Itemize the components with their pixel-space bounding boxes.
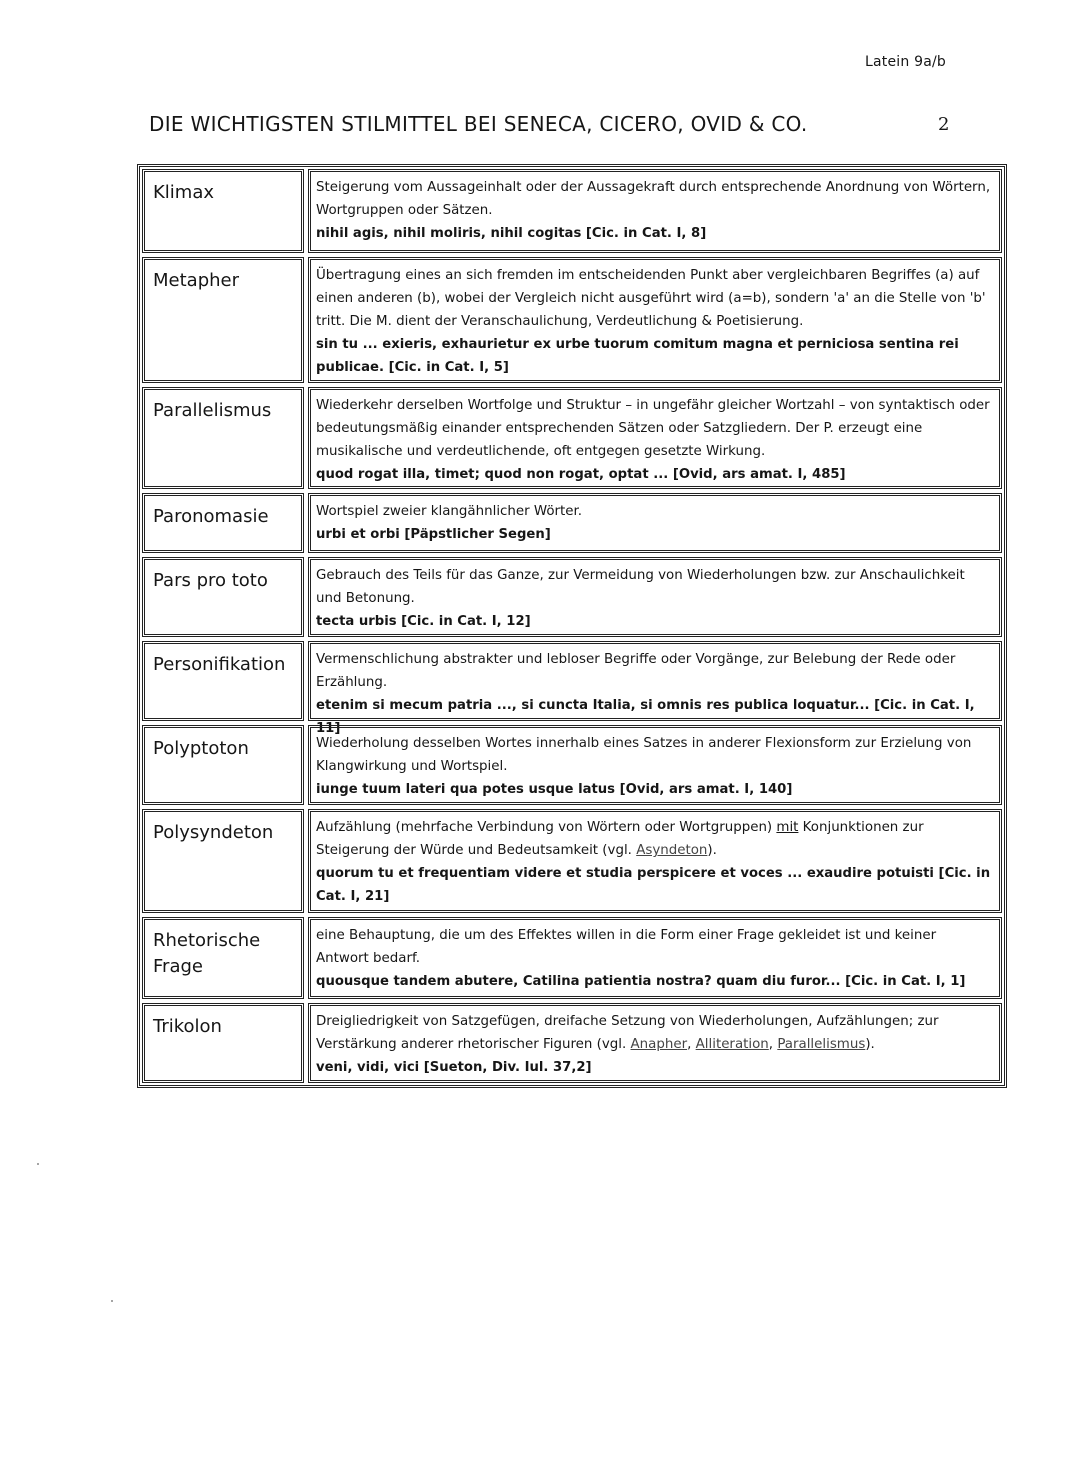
- definition-cell: [308, 809, 1002, 913]
- definition-cell: [308, 557, 1002, 637]
- definition-text: Aufzählung (mehrfache Verbindung von Wörtern oder Wortgruppen) mit Konjunktionen zur Steigerung der Würde und Bedeutsamkeit (vgl. Asyndeton).: [316, 820, 924, 858]
- definition-cell: [308, 387, 1002, 489]
- table-row: [142, 809, 1002, 913]
- table-row: [142, 725, 1002, 805]
- definition-text: eine Behauptung, die um des Effektes willen in die Form einer Frage gekleidet ist und keiner Antwort bedarf.: [316, 928, 937, 966]
- table-row: [142, 641, 1002, 736]
- course-label: Latein 9a/b: [865, 54, 946, 70]
- example-text: urbi et orbi [Päpstlicher Segen]: [316, 527, 551, 542]
- example-text: iunge tuum lateri qua potes usque latus [Ovid, ars amat. I, 140]: [316, 782, 793, 797]
- definition-cell: [308, 493, 1002, 553]
- parallelismus-link[interactable]: Parallelismus: [777, 1037, 866, 1052]
- alliteration-link[interactable]: Alliteration: [695, 1037, 769, 1052]
- term-cell: Trikolon: [142, 1003, 304, 1083]
- term-cell: Polysyndeton: [142, 809, 304, 913]
- term-cell: Klimax: [142, 169, 304, 253]
- definition-cell: [308, 169, 1002, 253]
- term-cell: Metapher: [142, 257, 304, 383]
- definition-cell: [308, 725, 1002, 805]
- term-cell: Personifikation: [142, 641, 304, 721]
- example-text: quousque tandem abutere, Catilina patientia nostra? quam diu furor... [Cic. in Cat. I, 1]: [316, 974, 966, 989]
- example-text: veni, vidi, vici [Sueton, Div. Iul. 37,2]: [316, 1060, 592, 1075]
- table-row: [142, 917, 1002, 999]
- page-title: DIE WICHTIGSTEN STILMITTEL BEI SENECA, CICERO, OVID & CO.: [149, 112, 808, 136]
- table-row: [142, 1003, 1002, 1083]
- example-text: quorum tu et frequentiam videre et studia perspicere et voces ... exaudire potuisti [Cic. in Cat. I, 21]: [316, 866, 991, 904]
- definition-text: Gebrauch des Teils für das Ganze, zur Vermeidung von Wiederholungen bzw. zur Anschaulichkeit und Betonung.: [316, 568, 965, 606]
- term-cell: Paronomasie: [142, 493, 304, 553]
- example-text: quod rogat illa, timet; quod non rogat, optat ... [Ovid, ars amat. I, 485]: [316, 467, 846, 482]
- definition-text: Steigerung vom Aussageinhalt oder der Aussagekraft durch entsprechende Anordnung von Wörtern, Wortgruppen oder Sätzen.: [316, 180, 991, 218]
- table-row: [142, 493, 1002, 553]
- example-text: sin tu ... exieris, exhaurietur ex urbe tuorum comitum magna et perniciosa sentina rei publicae. [Cic. in Cat. I, 5]: [316, 337, 959, 375]
- definition-text: Übertragung eines an sich fremden im entscheidenden Punkt aber vergleichbaren Begriffes (a) auf einen anderen (b), wobei der Vergleich nicht ausgeführt wird (a=b), sondern 'a' an die Stelle von 'b' tritt. Die M. dient der Veranschaulichung, Verdeutlichung & Poetisierung.: [316, 268, 986, 329]
- table-row: [142, 387, 1002, 489]
- term-cell: Parallelismus: [142, 387, 304, 489]
- definition-text: Dreigliedrigkeit von Satzgefügen, dreifache Setzung von Wiederholungen, Aufzählungen; zur Verstärkung anderer rhetorischer Figuren (vgl. Anapher, Alliteration, Parallelismus).: [316, 1014, 939, 1052]
- page-number: 2: [938, 114, 950, 135]
- definition-cell: [308, 1003, 1002, 1083]
- term-cell: Pars pro toto: [142, 557, 304, 637]
- definition-text: Vermenschlichung abstrakter und lebloser Begriffe oder Vorgänge, zur Belebung der Rede oder Erzählung.: [316, 652, 956, 690]
- anapher-link[interactable]: Anapher: [630, 1037, 688, 1052]
- scan-speck: [37, 1163, 39, 1165]
- term-cell: Rhetorische Frage: [142, 917, 304, 999]
- table-row: [142, 557, 1002, 637]
- example-text: nihil agis, nihil moliris, nihil cogitas [Cic. in Cat. I, 8]: [316, 226, 707, 241]
- asyndeton-link[interactable]: Asyndeton: [636, 843, 708, 858]
- example-text: etenim si mecum patria ..., si cuncta Italia, si omnis res publica loquatur... [Cic. in Cat. I, 11]: [316, 698, 975, 736]
- term-cell: Polyptoton: [142, 725, 304, 805]
- definition-cell: [308, 257, 1002, 383]
- definition-text: Wortspiel zweier klangähnlicher Wörter.: [316, 504, 583, 519]
- scan-speck: [111, 1300, 113, 1302]
- stilmittel-table: [137, 164, 1007, 1088]
- definition-cell: [308, 917, 1002, 999]
- table-row: [142, 169, 1002, 253]
- table-row: [142, 257, 1002, 383]
- definition-cell: [308, 641, 1002, 736]
- example-text: tecta urbis [Cic. in Cat. I, 12]: [316, 614, 531, 629]
- definition-text: Wiederkehr derselben Wortfolge und Struktur – in ungefähr gleicher Wortzahl – von syntaktisch oder bedeutungsmäßig einander entsprechenden Sätzen oder Satzgliedern. Der P. erzeugt eine musikalische und verdeutlichende, oft entgegen gesetzte Wirkung.: [316, 398, 990, 459]
- definition-text: Wiederholung desselben Wortes innerhalb eines Satzes in anderer Flexionsform zur Erzielung von Klangwirkung und Wortspiel.: [316, 736, 972, 774]
